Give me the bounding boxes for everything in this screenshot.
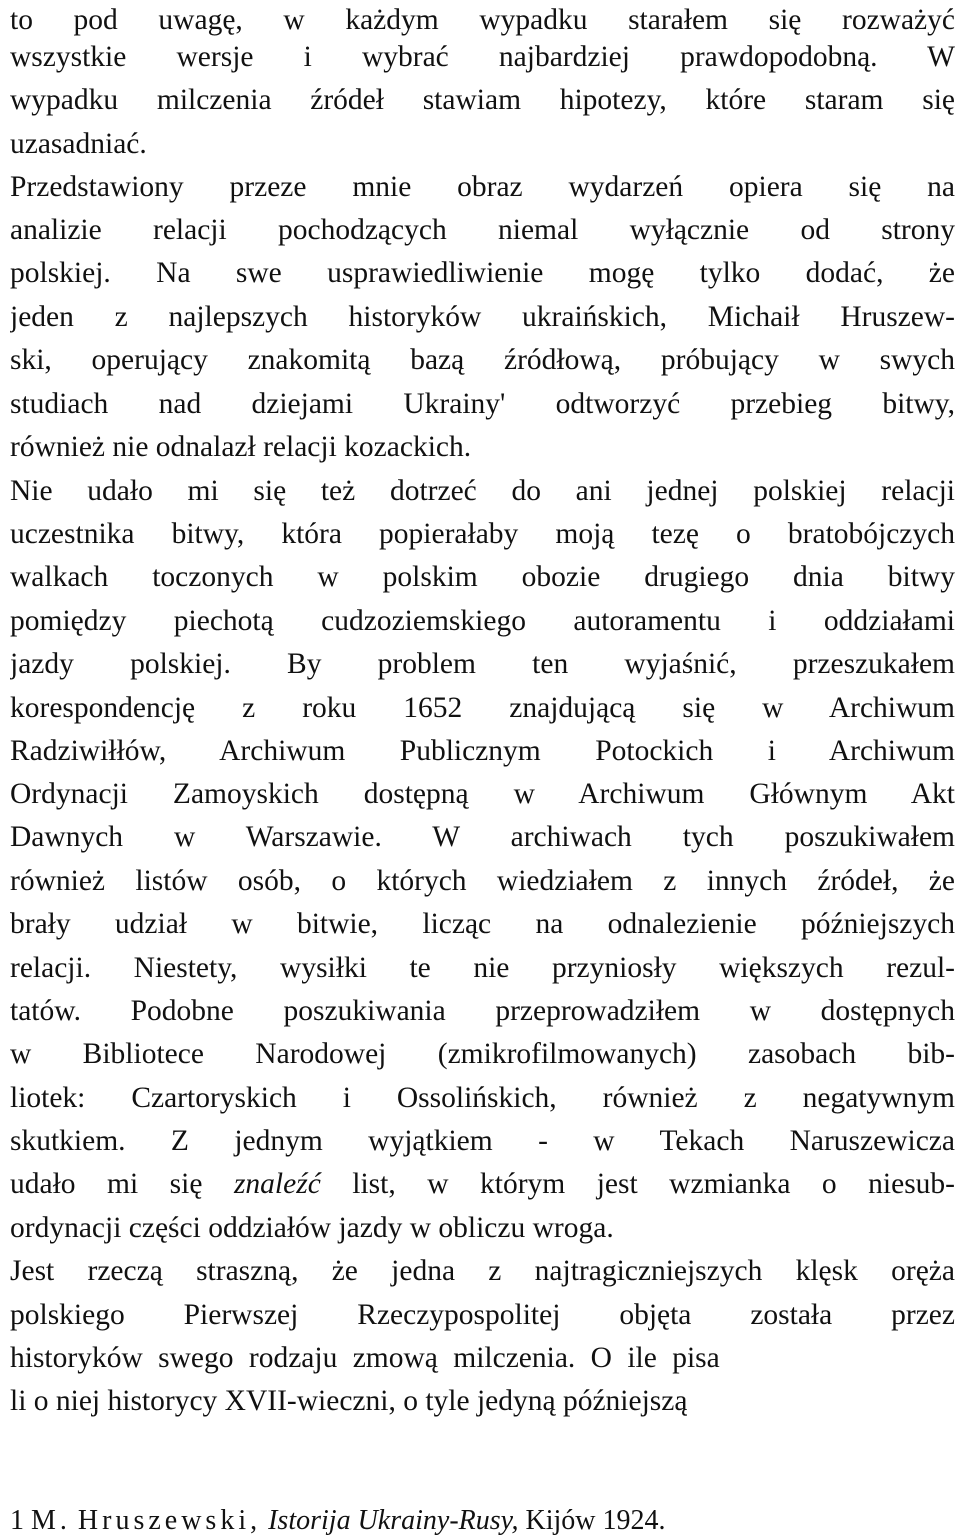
text-line: ordynacji części oddziałów jazdy w obliczu wroga. <box>10 1212 614 1244</box>
text-line: polskiego Pierwszej Rzeczypospolitej objęta została przez <box>10 1299 955 1331</box>
footnote-number: 1 <box>10 1505 24 1536</box>
text-line: polskiej. Na swe usprawiedliwienie mogę tylko dodać, że <box>10 257 955 289</box>
text-line: analizie relacji pochodzących niemal wyłącznie od strony <box>10 214 955 246</box>
text-line: ski, operujący znakomitą bazą źródłową, próbujący w swych <box>10 344 955 376</box>
text-segment: list, w którym jest wzmianka o niesub- <box>320 1168 955 1200</box>
text-line: relacji. Niestety, wysiłki te nie przyniosły większych rezul- <box>10 952 955 984</box>
text-line: wypadku milczenia źródeł stawiam hipotezy, które staram się <box>10 84 955 116</box>
text-line: Dawnych w Warszawie. W archiwach tych poszukiwałem <box>10 821 955 853</box>
text-line: skutkiem. Z jednym wyjątkiem - w Tekach Naruszewicza <box>10 1125 955 1157</box>
text-line: studiach nad dziejami Ukrainy' odtworzyć przebieg bitwy, <box>10 388 955 420</box>
text-line: jeden z najlepszych historyków ukraińskich, Michaił Hruszew- <box>10 301 955 333</box>
text-line <box>10 1164 955 1204</box>
text-line: Przedstawiony przeze mnie obraz wydarzeń opiera się na <box>10 171 955 203</box>
text-line: wszystkie wersje i wybrać najbardziej prawdopodobną. W <box>10 41 955 73</box>
text-line: liotek: Czartoryskich i Ossolińskich, również z negatywnym <box>10 1082 955 1114</box>
text-line: Ordynacji Zamoyskich dostępną w Archiwum Głównym Akt <box>10 778 955 810</box>
text-line: tatów. Podobne poszukiwania przeprowadziłem w dostępnych <box>10 995 955 1027</box>
text-line: również listów osób, o których wiedziałem z innych źródeł, że <box>10 865 955 897</box>
text-line: brały udział w bitwie, licząc na odnalezienie późniejszych <box>10 908 955 940</box>
footnote-author-name: Hruszewski, <box>77 1505 262 1536</box>
footnote <box>10 1503 666 1539</box>
text-line: również nie odnalazł relacji kozackich. <box>10 431 472 463</box>
text-line: w Bibliotece Narodowej (zmikrofilmowanych) zasobach bib- <box>10 1038 955 1070</box>
italic-word: znaleźć <box>233 1168 321 1200</box>
text-line: uczestnika bitwy, która popierałaby moją tezę o bratobójczych <box>10 518 955 550</box>
text-line: korespondencję z roku 1652 znajdującą się w Archiwum <box>10 692 955 724</box>
text-line: to pod uwagę, w każdym wypadku starałem się rozważyć <box>10 4 955 36</box>
footnote-author-initial: M. <box>31 1505 71 1536</box>
text-segment: udało mi się <box>10 1168 234 1200</box>
text-line: jazdy polskiej. By problem ten wyjaśnić, przeszukałem <box>10 648 955 680</box>
text-line: li o niej historycy XVII-wieczni, o tyle jedyną późniejszą <box>10 1385 688 1417</box>
text-line: historyków swego rodzaju zmową milczenia. O ile pisa <box>10 1342 720 1374</box>
text-line: Radziwiłłów, Archiwum Publicznym Potockich i Archiwum <box>10 735 955 767</box>
footnote-title: Istorija Ukrainy-Rusy, <box>268 1505 519 1536</box>
text-line: Jest rzeczą straszną, że jedna z najtragiczniejszych klęsk oręża <box>10 1255 955 1287</box>
text-line: Nie udało mi się też dotrzeć do ani jednej polskiej relacji <box>10 475 955 507</box>
text-line: uzasadniać. <box>10 128 147 160</box>
footnote-place-year: Kijów 1924. <box>525 1505 666 1536</box>
text-line: walkach toczonych w polskim obozie drugiego dnia bitwy <box>10 561 955 593</box>
text-line: pomiędzy piechotą cudzoziemskiego autoramentu i oddziałami <box>10 605 955 637</box>
